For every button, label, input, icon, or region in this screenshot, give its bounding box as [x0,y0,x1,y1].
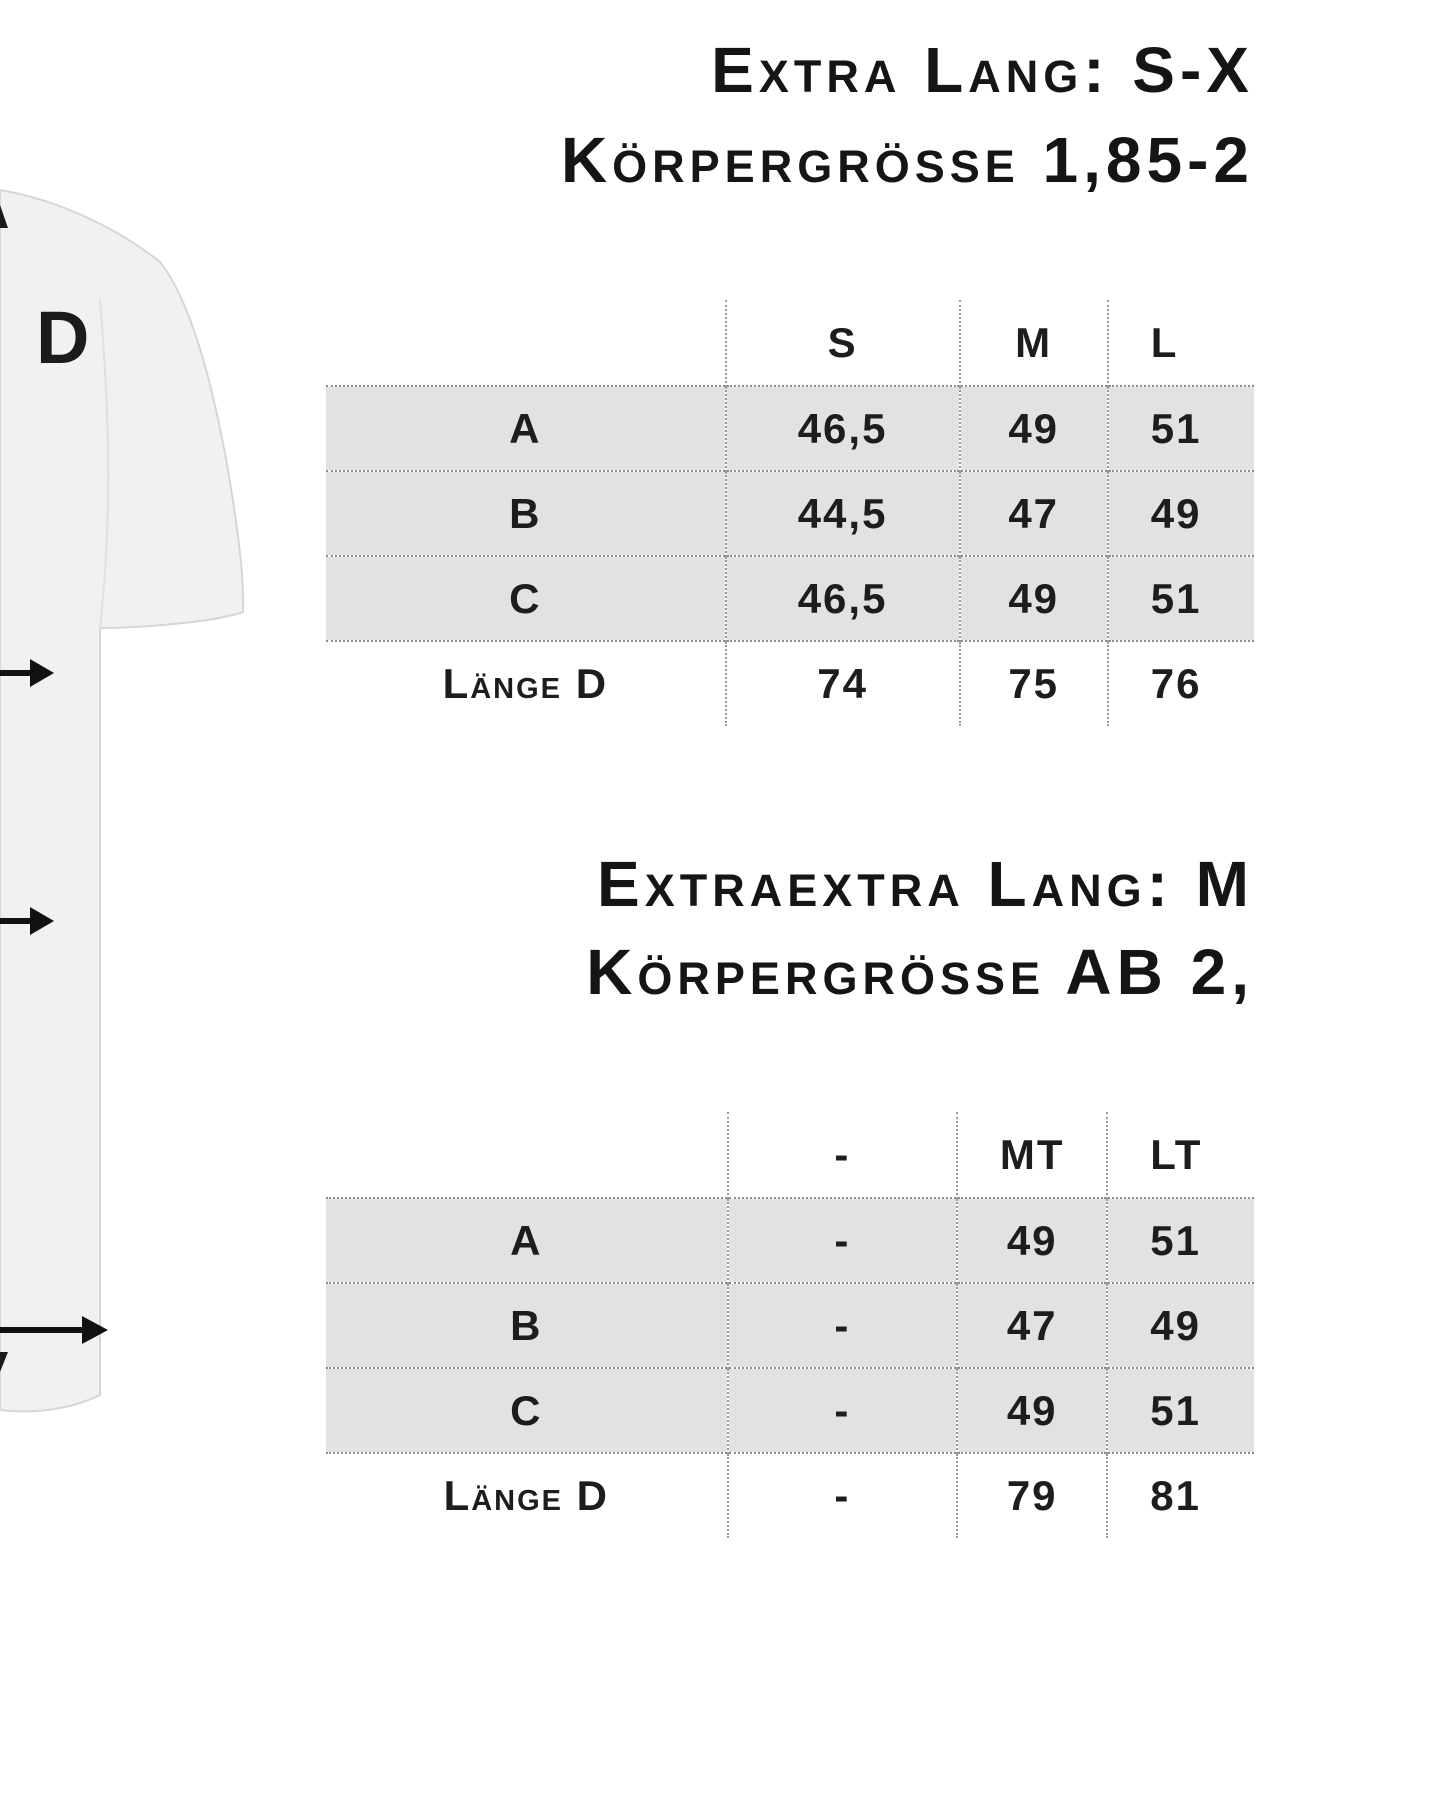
table-cell: 81 [1107,1453,1254,1538]
table-cell: 49 [1107,1283,1254,1368]
table-cell: 51 [1108,386,1254,471]
header-cell: - [728,1112,958,1198]
table-cell: 49 [960,556,1108,641]
header-cell: MT [957,1112,1107,1198]
table-cell: 51 [1108,556,1254,641]
header-cell [326,300,726,386]
section-1-title: Extra Lang: S-X [711,34,1254,106]
arrow-right-icon [0,655,60,691]
table-cell: 49 [960,386,1108,471]
row-label: B [326,471,726,556]
header-cell: M [960,300,1108,386]
table-cell: 47 [957,1283,1107,1368]
table-cell: - [728,1283,958,1368]
row-label: A [326,386,726,471]
header-cell: S [726,300,960,386]
table-cell: 47 [960,471,1108,556]
row-label: C [326,556,726,641]
tshirt-illustration [0,0,300,1430]
table-cell: 75 [960,641,1108,726]
table-header-row [326,300,1254,386]
row-label: Länge D [326,1453,728,1538]
table-cell: 46,5 [726,556,960,641]
size-table-1 [326,300,1254,726]
section-2-title: Extraextra Lang: M [597,848,1254,920]
table-cell: 51 [1107,1198,1254,1283]
table-cell: - [728,1368,958,1453]
table-cell: 79 [957,1453,1107,1538]
table-row [326,1283,1254,1368]
row-label: A [326,1198,728,1283]
table-cell: 74 [726,641,960,726]
table-cell: 49 [957,1198,1107,1283]
section-2-subtitle: Körpergrösse AB 2, [586,936,1254,1008]
header-cell: LT [1107,1112,1254,1198]
table-row [326,641,1254,726]
table-row [326,556,1254,641]
size-table-2 [326,1112,1254,1538]
table-cell: - [728,1453,958,1538]
table-row [326,1198,1254,1283]
header-cell: L [1108,300,1254,386]
table-cell: 76 [1108,641,1254,726]
table-cell: 49 [1108,471,1254,556]
table-row [326,471,1254,556]
measure-label-d: D [36,296,90,379]
table-cell: 49 [957,1368,1107,1453]
table-cell: 44,5 [726,471,960,556]
table-row [326,1453,1254,1538]
section-1-subtitle: Körpergrösse 1,85-2 [560,124,1254,196]
row-label: B [326,1283,728,1368]
row-label: Länge D [326,641,726,726]
row-label: C [326,1368,728,1453]
arrow-right-icon [0,903,60,939]
table-cell: 46,5 [726,386,960,471]
table-row [326,386,1254,471]
table-row [326,1368,1254,1453]
arrow-right-icon [0,1312,114,1348]
table-cell: - [728,1198,958,1283]
header-cell [326,1112,728,1198]
table-cell: 51 [1107,1368,1254,1453]
table-header-row [326,1112,1254,1198]
